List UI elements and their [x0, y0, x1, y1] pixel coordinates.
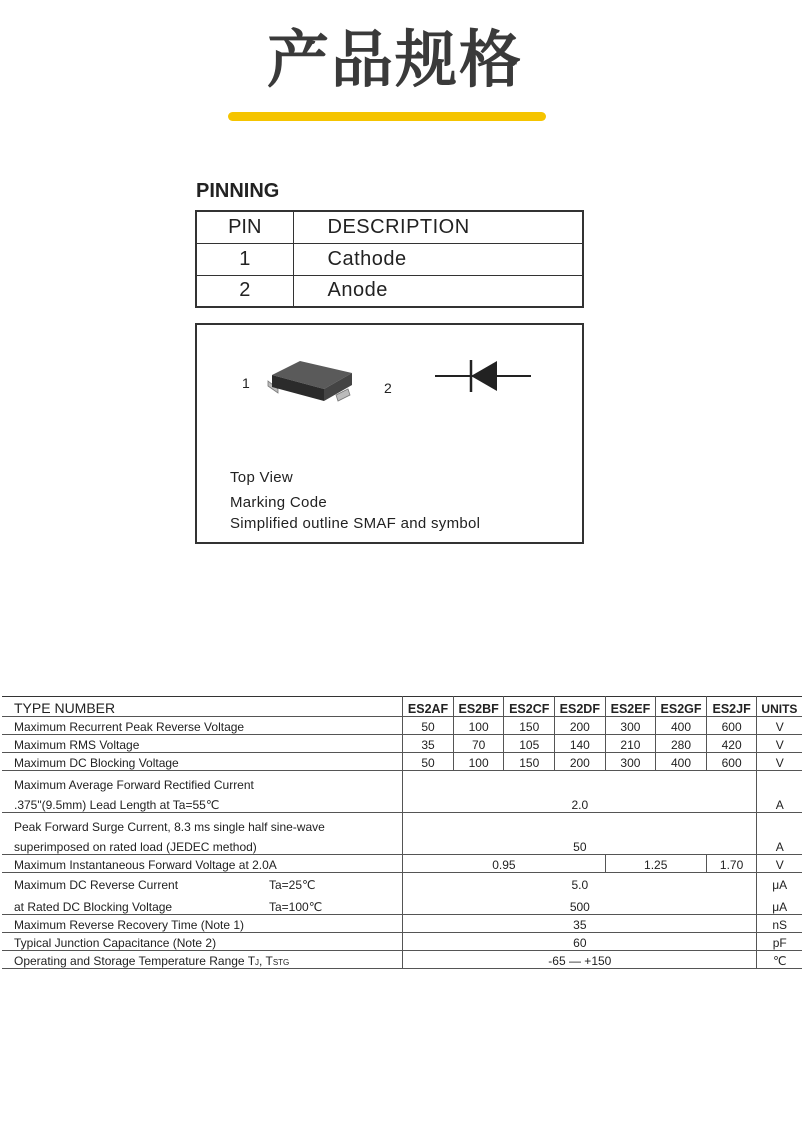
specifications-table	[2, 696, 802, 969]
param-unit: V	[757, 753, 802, 771]
type-header: ES2AF	[403, 697, 454, 717]
pin-number: 1	[196, 243, 293, 275]
param-label: Maximum DC Blocking Voltage	[2, 753, 403, 771]
param-value-line: 500	[569, 900, 590, 914]
param-value: 280	[656, 735, 707, 753]
param-value: 2.0	[403, 771, 757, 813]
param-value: 35	[403, 915, 757, 933]
type-number-header: TYPE NUMBER	[2, 697, 403, 717]
units-header: UNITS	[757, 697, 802, 717]
table-row	[2, 813, 802, 855]
pin-header: PIN	[196, 211, 293, 243]
pinning-table	[195, 210, 584, 308]
table-row	[2, 735, 802, 753]
table-row	[2, 873, 802, 915]
param-value: 0.95	[403, 855, 605, 873]
param-unit: V	[757, 735, 802, 753]
param-value: 400	[656, 753, 707, 771]
param-label	[2, 951, 403, 969]
param-value: 600	[706, 717, 757, 735]
param-value: 100	[453, 717, 504, 735]
param-value: 105	[504, 735, 555, 753]
table-row	[2, 717, 802, 735]
type-header: ES2DF	[555, 697, 606, 717]
param-value: 60	[403, 933, 757, 951]
type-header: ES2JF	[706, 697, 757, 717]
heading-underline	[228, 112, 546, 121]
param-value: -65 — +150	[403, 951, 757, 969]
param-label: Maximum Reverse Recovery Time (Note 1)	[2, 915, 403, 933]
param-label	[2, 873, 403, 915]
package-pin-2-label: 2	[384, 380, 392, 396]
param-label: Maximum Instantaneous Forward Voltage at 2.0A	[2, 855, 403, 873]
pinning-row	[196, 243, 583, 275]
param-value: 50	[403, 813, 757, 855]
param-label: Maximum RMS Voltage	[2, 735, 403, 753]
param-label: Maximum Recurrent Peak Reverse Voltage	[2, 717, 403, 735]
param-subscript: STG	[272, 958, 290, 967]
param-unit	[757, 873, 802, 915]
param-value: 1.25	[605, 855, 706, 873]
param-label-line: Maximum DC Reverse Current	[14, 878, 179, 892]
param-subscript: J	[255, 958, 260, 967]
table-row	[2, 915, 802, 933]
param-value: 150	[504, 753, 555, 771]
param-value: 200	[555, 717, 606, 735]
param-value: 600	[706, 753, 757, 771]
param-value: 420	[706, 735, 757, 753]
param-condition: Ta=100℃	[269, 900, 323, 914]
param-label-text: Operating and Storage Temperature Range T	[14, 954, 256, 968]
param-unit: ℃	[757, 951, 802, 969]
type-header: ES2GF	[656, 697, 707, 717]
param-unit: pF	[757, 933, 802, 951]
pin-description: Anode	[293, 275, 583, 307]
param-label-text: , T	[259, 954, 273, 968]
table-row	[2, 753, 802, 771]
description-header: DESCRIPTION	[293, 211, 583, 243]
type-header: ES2CF	[504, 697, 555, 717]
param-unit-line: μA	[772, 878, 788, 892]
param-unit: A	[757, 813, 802, 855]
param-label	[2, 813, 403, 855]
param-value: 50	[403, 753, 454, 771]
param-value: 210	[605, 735, 656, 753]
figure-caption-line: Simplified outline SMAF and symbol	[230, 515, 481, 532]
pin-description: Cathode	[293, 243, 583, 275]
table-row	[2, 933, 802, 951]
param-unit: A	[757, 771, 802, 813]
diode-symbol-icon	[435, 359, 533, 393]
param-label-line: Maximum Average Forward Rectified Current	[14, 778, 254, 792]
param-value: 35	[403, 735, 454, 753]
figure-caption-line: Top View	[230, 469, 293, 486]
param-value: 1.70	[706, 855, 757, 873]
param-condition: Ta=25℃	[269, 878, 316, 892]
param-value: 70	[453, 735, 504, 753]
param-value-line: 5.0	[571, 878, 589, 892]
param-label-line: .375"(9.5mm) Lead Length at Ta=55℃	[14, 798, 220, 812]
pinning-title: PINNING	[196, 180, 280, 202]
param-label: Typical Junction Capacitance (Note 2)	[2, 933, 403, 951]
pinning-header-row	[196, 211, 583, 243]
param-value: 400	[656, 717, 707, 735]
param-value: 200	[555, 753, 606, 771]
table-row	[2, 855, 802, 873]
param-value: 300	[605, 717, 656, 735]
param-label-line: superimposed on rated load (JEDEC method)	[14, 840, 257, 854]
param-value: 150	[504, 717, 555, 735]
specs-header-row	[2, 697, 802, 717]
smaf-package-icon	[264, 355, 356, 411]
param-unit: nS	[757, 915, 802, 933]
table-row	[2, 951, 802, 969]
type-header: ES2EF	[605, 697, 656, 717]
pin-number: 2	[196, 275, 293, 307]
param-unit: V	[757, 855, 802, 873]
param-unit: V	[757, 717, 802, 735]
param-label-line: at Rated DC Blocking Voltage	[14, 900, 173, 914]
param-value	[403, 873, 757, 915]
package-pin-1-label: 1	[242, 375, 250, 391]
param-unit-line: μA	[772, 900, 788, 914]
param-label	[2, 771, 403, 813]
type-header: ES2BF	[453, 697, 504, 717]
figure-caption-line: Marking Code	[230, 494, 327, 511]
package-figure	[195, 323, 584, 544]
param-value: 100	[453, 753, 504, 771]
param-value: 140	[555, 735, 606, 753]
page-heading: 产品规格	[266, 23, 523, 96]
table-row	[2, 771, 802, 813]
param-label-line: Peak Forward Surge Current, 8.3 ms single half sine-wave	[14, 820, 325, 834]
param-value: 50	[403, 717, 454, 735]
pinning-row	[196, 275, 583, 307]
param-value: 300	[605, 753, 656, 771]
